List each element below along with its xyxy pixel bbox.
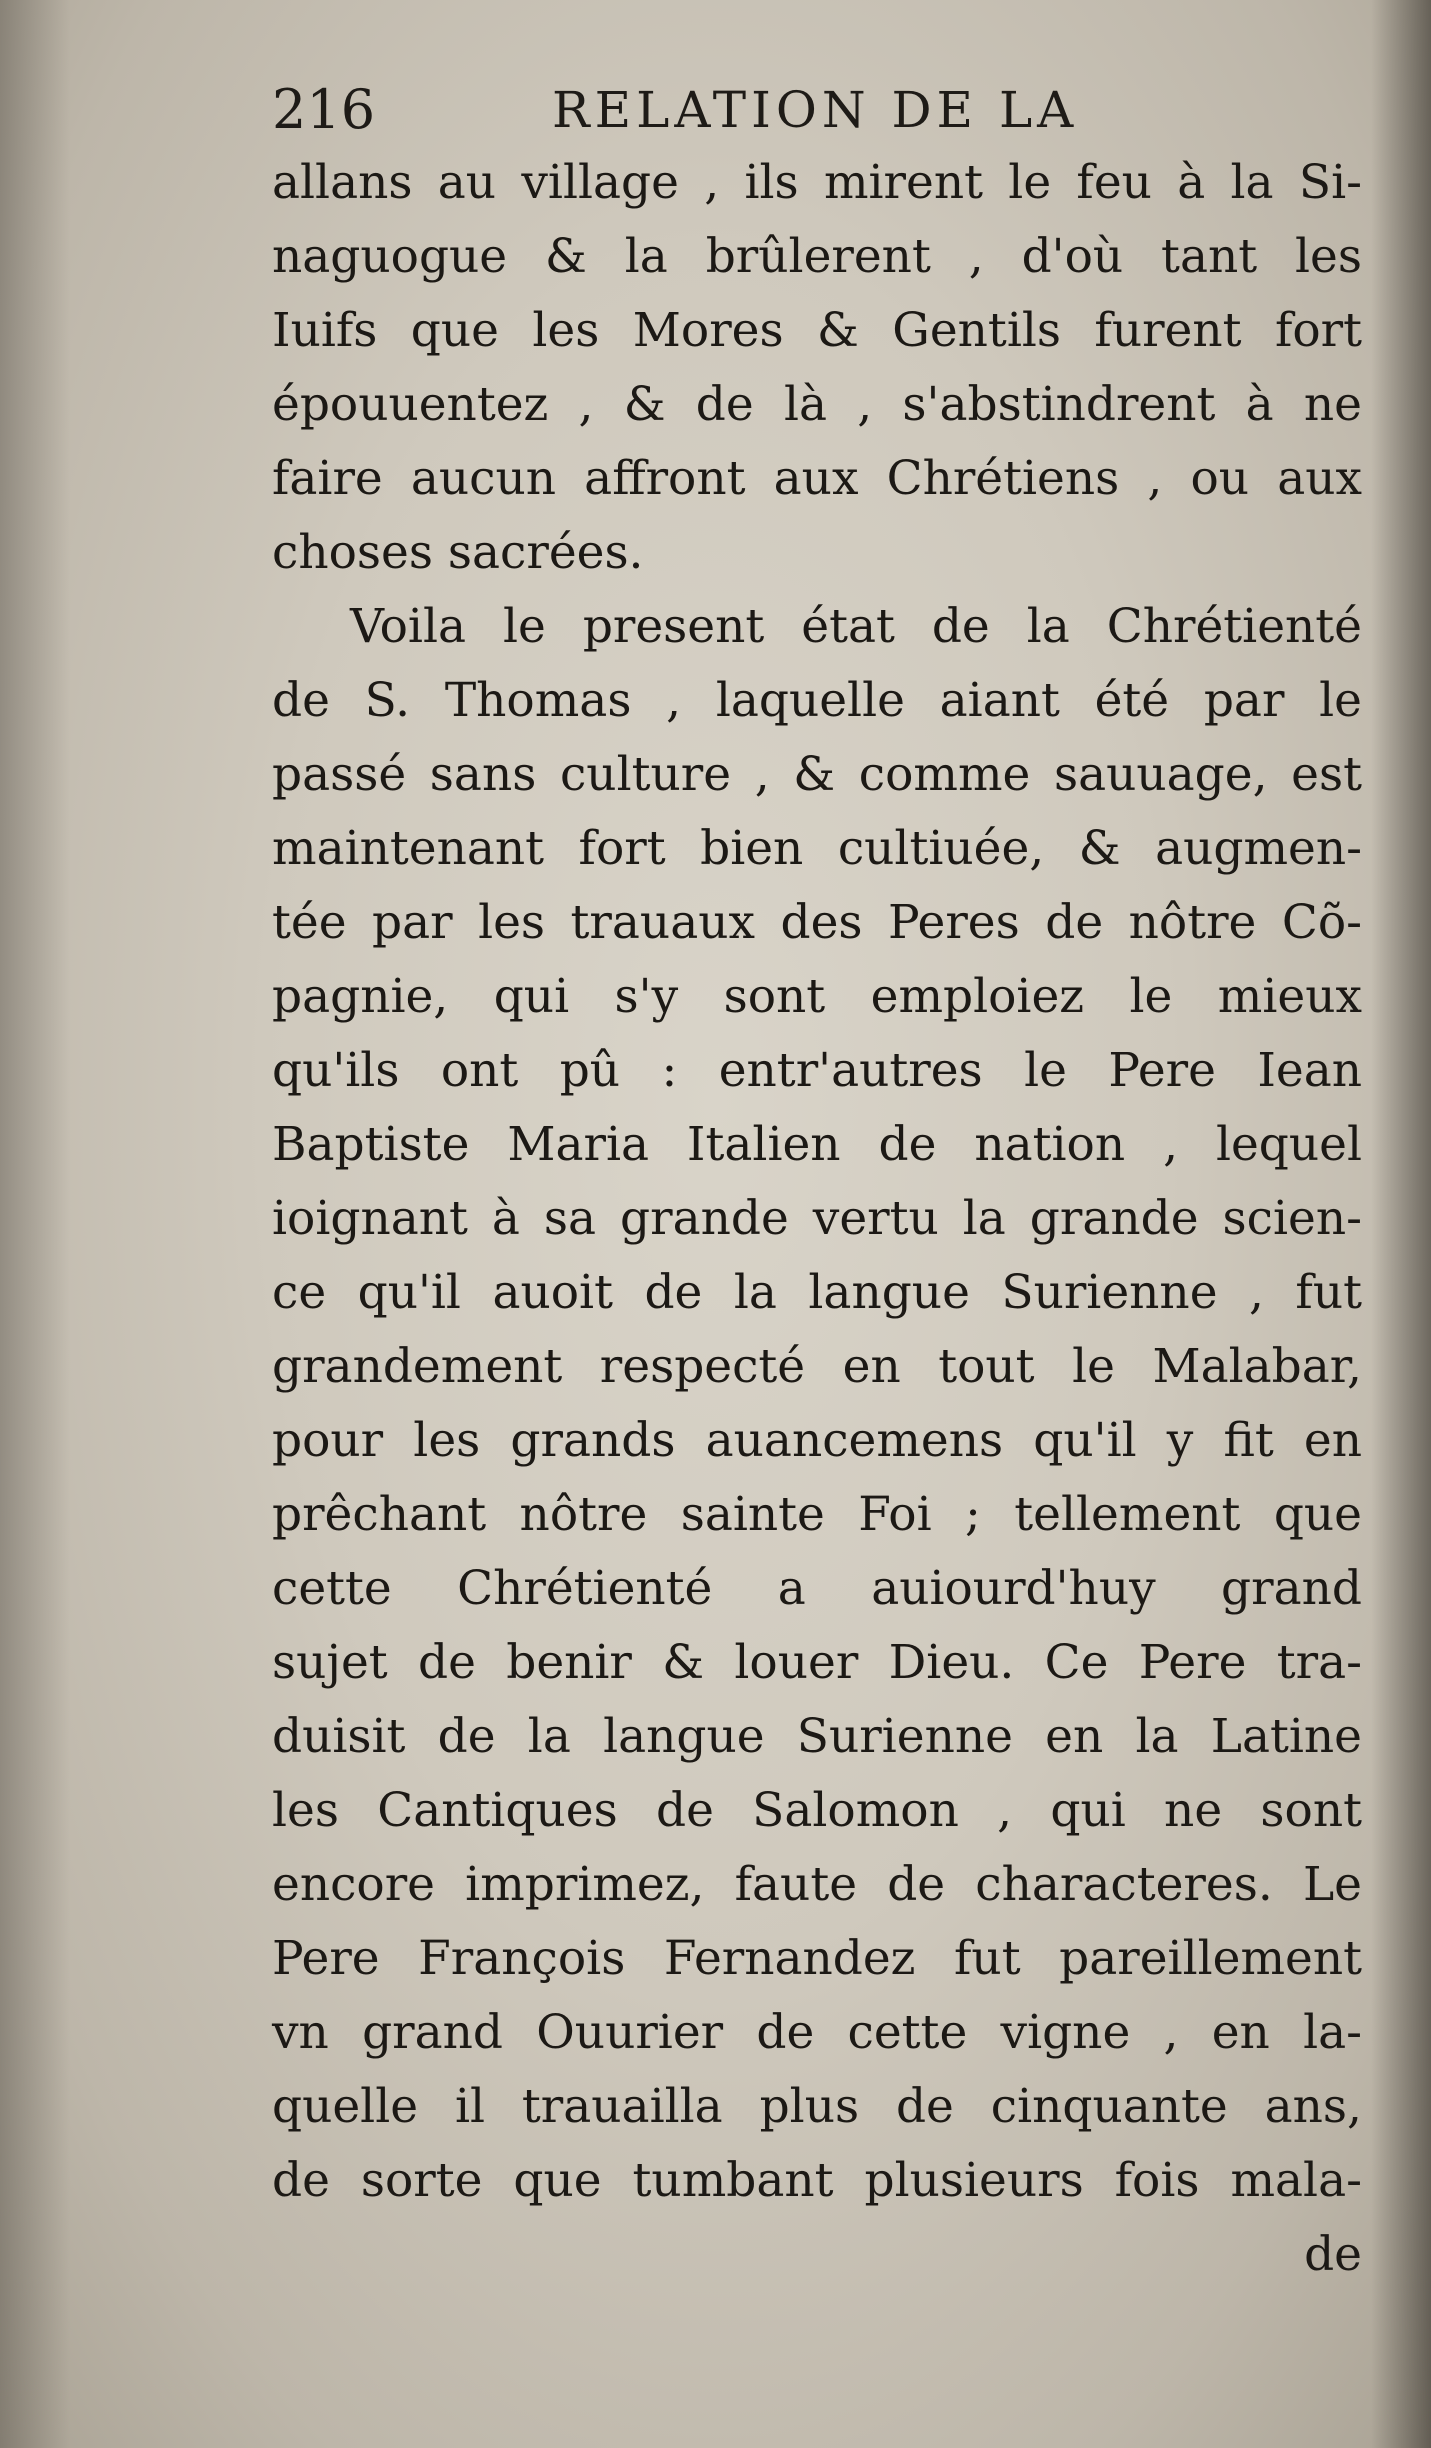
- text-line: quelle il trauailla plus de cinquante ans,: [272, 2079, 1362, 2134]
- text-line: épouuentez , & de là , s'abstindrent à ne: [272, 377, 1362, 432]
- text-line: grandement respecté en tout le Malabar,: [272, 1339, 1362, 1394]
- text-line: tée par les trauaux des Peres de nôtre Cõ-: [272, 895, 1362, 950]
- text-line: naguogue & la brûlerent , d'où tant les: [272, 229, 1362, 284]
- page-header: [272, 70, 1372, 150]
- text-line: de S. Thomas , laquelle aiant été par le: [272, 673, 1362, 728]
- text-line: les Cantiques de Salomon , qui ne sont: [272, 1783, 1362, 1838]
- text-line: cette Chrétienté a auiourd'huy grand: [272, 1561, 1362, 1616]
- text-line: Baptiste Maria Italien de nation , lequel: [272, 1117, 1362, 1172]
- text-line: Iuifs que les Mores & Gentils furent fort: [272, 303, 1362, 358]
- running-head: RELATION DE LA: [552, 81, 1079, 139]
- text-line: Pere François Fernandez fut pareillement: [272, 1931, 1362, 1986]
- text-line: pour les grands auancemens qu'il y fit en: [272, 1413, 1362, 1468]
- text-line: vn grand Ouurier de cette vigne , en la-: [272, 2005, 1362, 2060]
- text-line: prêchant nôtre sainte Foi ; tellement que: [272, 1487, 1362, 1542]
- text-line: ce qu'il auoit de la langue Surienne , fut: [272, 1265, 1362, 1320]
- text-line: pagnie, qui s'y sont emploiez le mieux: [272, 969, 1362, 1024]
- text-line: allans au village , ils mirent le feu à la Si-: [272, 155, 1362, 210]
- text-line: de sorte que tumbant plusieurs fois mala-: [272, 2153, 1362, 2208]
- body-text: [272, 146, 1362, 2292]
- paragraph-end-line: choses sacrées.: [272, 525, 644, 580]
- text-line: passé sans culture , & comme sauuage, est: [272, 747, 1362, 802]
- paragraph-start-line: Voila le present état de la Chrétienté: [350, 599, 1362, 654]
- catchword: de: [1304, 2227, 1362, 2282]
- text-line: ioignant à sa grande vertu la grande scien-: [272, 1191, 1362, 1246]
- text-line: maintenant fort bien cultiuée, & augmen-: [272, 821, 1362, 876]
- text-line: faire aucun affront aux Chrétiens , ou aux: [272, 451, 1362, 506]
- text-line: qu'ils ont pû : entr'autres le Pere Iean: [272, 1043, 1362, 1098]
- text-line: encore imprimez, faute de characteres. Le: [272, 1857, 1362, 1912]
- page-number: 216: [272, 78, 376, 141]
- text-line: sujet de benir & louer Dieu. Ce Pere tra-: [272, 1635, 1362, 1690]
- text-line: duisit de la langue Surienne en la Latine: [272, 1709, 1362, 1764]
